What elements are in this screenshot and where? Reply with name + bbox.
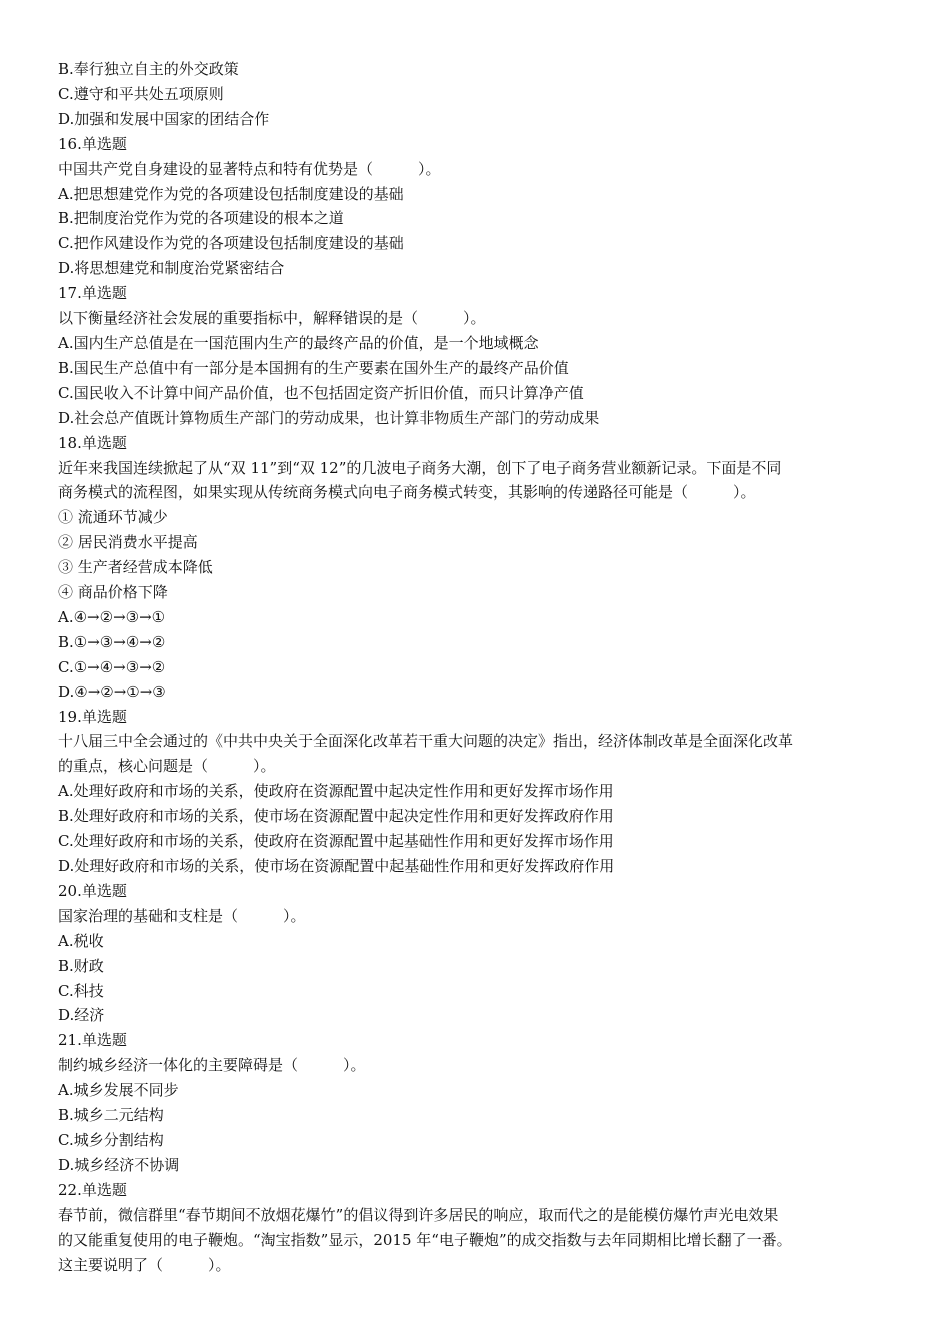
statement-item: ① 流通环节减少	[58, 508, 168, 527]
question-stem-line: 的重点，核心问题是（ ）。	[58, 757, 276, 776]
option-line: C.城乡分割结构	[58, 1130, 164, 1149]
question-stem-line: 近年来我国连续掀起了从“双 11”到“双 12”的几波电子商务大潮，创下了电子商务营业额新记录。下面是不同	[58, 458, 782, 477]
option-line: C.处理好政府和市场的关系，使政府在资源配置中起基础性作用和更好发挥市场作用	[58, 832, 614, 851]
option-line: D.城乡经济不协调	[58, 1155, 180, 1174]
question-header: 16.单选题	[58, 134, 127, 153]
option-line: A.把思想建党作为党的各项建设包括制度建设的基础	[58, 184, 404, 203]
question-header: 21.单选题	[58, 1031, 127, 1050]
option-line: C.国民收入不计算中间产品价值，也不包括固定资产折旧价值，而只计算净产值	[58, 383, 584, 402]
option-line: A.国内生产总值是在一国范围内生产的最终产品的价值，是一个地域概念	[58, 333, 539, 352]
question-block	[58, 132, 908, 281]
question-block	[58, 1028, 908, 1177]
option-line: B.奉行独立自主的外交政策	[58, 60, 239, 78]
option-line: B.处理好政府和市场的关系，使市场在资源配置中起决定性作用和更好发挥政府作用	[58, 807, 614, 826]
option-line: A.城乡发展不同步	[58, 1081, 179, 1100]
option-line: A.④→②→③→①	[58, 607, 166, 626]
option-line: D.处理好政府和市场的关系，使市场在资源配置中起基础性作用和更好发挥政府作用	[58, 857, 615, 875]
question-header: 18.单选题	[58, 433, 127, 452]
option-line: D.经济	[58, 1006, 105, 1025]
statement-item: ④ 商品价格下降	[58, 583, 168, 602]
question-block	[58, 879, 908, 1028]
question-stem-line: 以下衡量经济社会发展的重要指标中，解释错误的是（ ）。	[58, 309, 486, 328]
question-block	[58, 1178, 908, 1278]
option-line: B.国民生产总值中有一部分是本国拥有的生产要素在国外生产的最终产品价值	[58, 358, 569, 377]
option-line: B.城乡二元结构	[58, 1106, 164, 1125]
exam-document	[58, 57, 908, 1277]
question-stem-line: 十八届三中全会通过的《中共中央关于全面深化改革若干重大问题的决定》指出，经济体制改革是全面深化改革	[58, 732, 794, 751]
question-header: 17.单选题	[58, 284, 127, 303]
question-stem-line: 的又能重复使用的电子鞭炮。“淘宝指数”显示，2015 年“电子鞭炮”的成交指数与去年同期相比增长翻了一番。	[58, 1230, 792, 1249]
carryover-options	[58, 57, 908, 132]
question-stem-line: 国家治理的基础和支柱是（ ）。	[58, 906, 306, 925]
question-header: 20.单选题	[58, 881, 127, 900]
question-block	[58, 281, 908, 430]
option-line: A.处理好政府和市场的关系，使政府在资源配置中起决定性作用和更好发挥市场作用	[58, 782, 614, 801]
question-header: 22.单选题	[58, 1180, 127, 1199]
question-list	[58, 132, 908, 1278]
question-stem-line: 商务模式的流程图，如果实现从传统商务模式向电子商务模式转变，其影响的传递路径可能是（ ）。	[58, 483, 756, 502]
question-stem-line: 这主要说明了（ ）。	[58, 1255, 231, 1274]
option-line: D.将思想建党和制度治党紧密结合	[58, 259, 285, 278]
option-line: D.④→②→①→③	[58, 682, 166, 701]
statement-item: ② 居民消费水平提高	[58, 533, 198, 552]
question-stem-line: 制约城乡经济一体化的主要障碍是（ ）。	[58, 1056, 366, 1075]
option-line: D.加强和发展中国家的团结合作	[58, 109, 270, 128]
option-line: C.把作风建设作为党的各项建设包括制度建设的基础	[58, 234, 404, 253]
option-line: A.税收	[58, 931, 104, 950]
question-stem-line: 春节前，微信群里“春节期间不放烟花爆竹”的倡议得到许多居民的响应，取而代之的是能模仿爆竹声光电效果	[58, 1205, 779, 1224]
option-line: C.科技	[58, 981, 104, 1000]
option-line: D.社会总产值既计算物质生产部门的劳动成果，也计算非物质生产部门的劳动成果	[58, 408, 600, 427]
option-line: C.①→④→③→②	[58, 657, 166, 676]
option-line: B.财政	[58, 956, 104, 975]
statement-item: ③ 生产者经营成本降低	[58, 558, 213, 577]
question-stem-line: 中国共产党自身建设的显著特点和特有优势是（ ）。	[58, 159, 441, 178]
question-block	[58, 705, 908, 879]
option-line: B.把制度治党作为党的各项建设的根本之道	[58, 209, 344, 228]
question-block	[58, 431, 908, 705]
question-header: 19.单选题	[58, 707, 127, 726]
option-line: B.①→③→④→②	[58, 632, 166, 651]
option-line: C.遵守和平共处五项原则	[58, 84, 224, 103]
